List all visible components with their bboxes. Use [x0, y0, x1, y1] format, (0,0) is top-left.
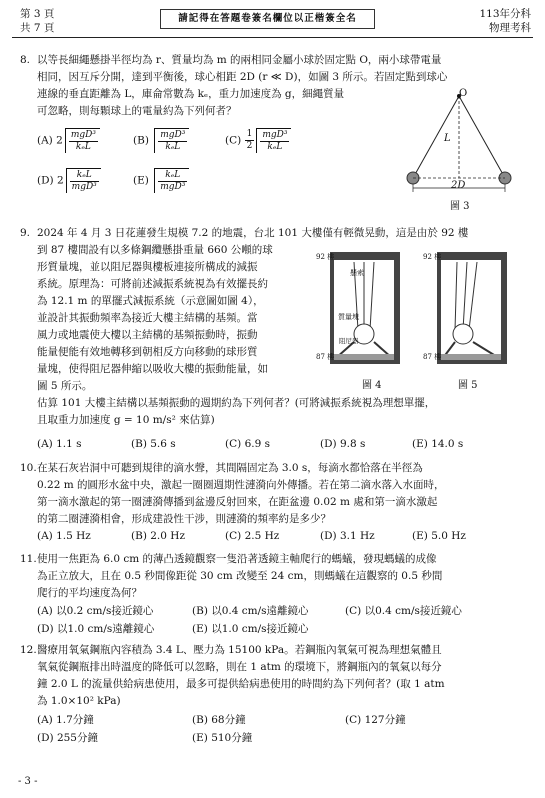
question-line: 醫療用氧氣鋼瓶內容積為 3.4 L、壓力為 15100 kPa。若鋼瓶內氧氣可視為理想氣體且	[37, 644, 442, 656]
question-line: 2024 年 4 月 3 日花蓮發生規模 7.2 的地震，台北 101 大樓僅有輕微晃動，這是由於 92 樓	[37, 227, 469, 239]
question-line: 且取重力加速度 g = 10 m/s² 來估算)	[37, 414, 215, 426]
question-line: 鐘 2.0 L 的流量供給病患使用，最多可提供給病患使用的時間約為下列何者？(取 1 atm	[37, 678, 445, 690]
question-line: 形質量塊，並以阻尼器與樓板連接所構成的減振	[37, 261, 258, 273]
exam-subject: 物理考科	[489, 22, 531, 34]
sqrt-sign	[256, 128, 291, 153]
question-line: 第一滴水激起的第一圈漣漪傳播到盆邊反射回來，在距盆邊 0.02 m 處和第一滴水激起	[37, 496, 438, 508]
option-12b[interactable]: (B) 68分鐘	[192, 714, 246, 726]
denominator: kₑL	[75, 142, 91, 152]
option-10d[interactable]: (D) 3.1 Hz	[320, 530, 375, 542]
denominator: kₑL	[165, 142, 181, 152]
question-line: 0.22 m 的圓形水盆中央，激起一圈圈週期性漣漪向外傳播。若在第二滴水落入水面時，	[37, 479, 445, 491]
length-l-label: L	[444, 133, 451, 144]
question-number: 9.	[20, 227, 31, 239]
question-line: 為 12.1 m 的單擺式減振系統（示意圖如圖 4），	[37, 295, 264, 307]
floor-92-label: 92 樓	[316, 253, 335, 261]
option-label: (D)	[37, 174, 54, 187]
option-12c[interactable]: (C) 127分鐘	[345, 714, 406, 726]
floor-92-label: 92 樓	[423, 253, 442, 261]
option-11d[interactable]: (D) 以1.0 cm/s遠離鏡心	[37, 623, 155, 635]
sqrt-sign	[154, 168, 189, 193]
option-11e[interactable]: (E) 以1.0 cm/s接近鏡心	[192, 623, 309, 635]
option-11a[interactable]: (A) 以0.2 cm/s接近鏡心	[37, 605, 154, 617]
figure-5-caption: 圖 5	[458, 380, 478, 391]
option-9a[interactable]: (A) 1.1 s	[37, 438, 82, 450]
option-label: (B)	[133, 134, 149, 147]
question-line: 估算 101 大樓主結構以基頻振動的週期約為下列何者？(可將減振系統視為理想單擺，	[37, 397, 436, 409]
option-label: (C)	[225, 134, 242, 147]
denominator: kₑL	[267, 142, 283, 152]
exam-year: 113年分科	[479, 8, 531, 20]
question-number: 12.	[20, 644, 37, 656]
question-line: 可忽略，則每顆球上的電量約為下列何者？	[37, 105, 237, 117]
question-line: 連線的垂直距離為 L，庫侖常數為 kₑ，重力加速度為 g，細繩質量	[37, 88, 345, 100]
question-number: 10.	[20, 462, 37, 474]
cable-label: 懸索	[350, 269, 364, 277]
option-8b[interactable]	[133, 128, 189, 153]
figure-3-pendulum-diagram	[395, 88, 525, 213]
option-9d[interactable]: (D) 9.8 s	[320, 438, 366, 450]
question-line: 並設計其振動頻率為接近大樓主結構的基頻。當	[37, 312, 258, 324]
option-10c[interactable]: (C) 2.5 Hz	[225, 530, 280, 542]
question-line: 系統。原理為：可將前述減振系統視為有效擺長約	[37, 278, 268, 290]
question-line: 圖 5 所示。	[37, 380, 93, 392]
figure-4-caption: 圖 4	[362, 380, 382, 391]
header-rule	[12, 37, 533, 38]
option-11b[interactable]: (B) 以0.4 cm/s遠離鏡心	[192, 605, 309, 617]
sqrt-sign	[65, 128, 100, 153]
option-12e[interactable]: (E) 510分鐘	[192, 732, 253, 744]
question-line: 量塊，使得阻尼器伸縮以吸收大樓的振動能量，如	[37, 363, 268, 375]
coefficient: 2	[56, 134, 63, 147]
option-9c[interactable]: (C) 6.9 s	[225, 438, 270, 450]
option-10a[interactable]: (A) 1.5 Hz	[37, 530, 91, 542]
denominator: mgD³	[71, 182, 97, 192]
option-12d[interactable]: (D) 255分鐘	[37, 732, 98, 744]
floor-87-label: 87 樓	[423, 353, 442, 361]
option-label: (A)	[37, 134, 53, 147]
distance-2d-label: 2D	[451, 180, 466, 191]
option-10e[interactable]: (E) 5.0 Hz	[412, 530, 466, 542]
denominator: mgD³	[160, 182, 186, 192]
numerator: kₑL	[70, 170, 99, 182]
numerator: mgD³	[262, 130, 288, 140]
question-line: 在某石灰岩洞中可聽到規律的滴水聲，其間隔固定為 3.0 s，每滴水都恰落在半徑為	[37, 462, 423, 474]
coefficient: $\frac{1}{2}$	[246, 129, 253, 151]
question-line: 相同，因互斥分開，達到平衡後，球心相距 2D (r ≪ D)，如圖 3 所示。若固定點到球心	[37, 71, 448, 83]
question-12	[20, 642, 525, 710]
question-line: 風力或地震使大樓以主結構的基頻振動時，振動	[37, 329, 258, 341]
question-line: 氧氣從鋼瓶排出時溫度的降低可以忽略，則在 1 atm 的環境下，將鋼瓶內的氧氣以每分	[37, 661, 442, 673]
option-8c[interactable]	[225, 128, 291, 153]
numerator: mgD³	[70, 130, 96, 140]
damper-label: 阻尼器	[339, 337, 359, 345]
option-9e[interactable]: (E) 14.0 s	[412, 438, 464, 450]
point-o-label: O	[459, 88, 468, 99]
option-label: (E)	[133, 174, 149, 187]
question-line: 能量便能有效地轉移到朝相反方向移動的球形質	[37, 346, 258, 358]
question-line: 以等長細繩懸掛半徑均為 r、質量均為 m 的兩相同金屬小球於固定點 O，兩小球帶電量	[37, 54, 442, 66]
question-line: 的第二圈漣漪相會，形成建設性干涉，則漣漪的頻率約是多少？	[37, 513, 331, 525]
numerator: mgD³	[160, 130, 186, 140]
signature-notice: 請記得在答題卷簽名欄位以正楷簽全名	[160, 9, 375, 29]
numerator: kₑL	[158, 170, 187, 182]
option-8a[interactable]	[37, 128, 100, 153]
option-11c[interactable]: (C) 以0.4 cm/s接近鏡心	[345, 605, 462, 617]
floor-87-label: 87 樓	[316, 353, 335, 361]
question-11	[20, 551, 525, 602]
sqrt-sign	[154, 128, 189, 153]
question-number: 8.	[20, 54, 31, 66]
option-12a[interactable]: (A) 1.7分鐘	[37, 714, 94, 726]
coefficient: 2	[56, 174, 64, 187]
question-10	[20, 460, 525, 528]
question-line: 爬行的平均速度為何？	[37, 587, 142, 599]
option-10b[interactable]: (B) 2.0 Hz	[131, 530, 185, 542]
page-number: 第 3 頁	[20, 8, 55, 20]
mass-block-label: 質量塊	[338, 313, 359, 321]
page-total: 共 7 頁	[20, 22, 55, 34]
question-line: 為正立放大，且在 0.5 秒間像距從 30 cm 改變至 24 cm，則螞蟻在這觀察的 0.5 秒間	[37, 570, 443, 582]
option-9b[interactable]: (B) 5.6 s	[131, 438, 176, 450]
sqrt-sign	[66, 168, 101, 193]
figure-3-caption: 圖 3	[450, 201, 470, 212]
question-number: 11.	[20, 553, 37, 565]
question-line: 使用一焦距為 6.0 cm 的薄凸透鏡觀察一隻沿著透鏡主軸爬行的螞蟻，發現螞蟻的成像	[37, 553, 437, 565]
option-8e[interactable]	[133, 168, 189, 193]
option-8d[interactable]	[37, 168, 101, 193]
page-footer: - 3 -	[18, 776, 38, 787]
question-line: 到 87 樓間設有以多條鋼纜懸掛重量 660 公噸的球	[37, 244, 273, 256]
question-line: 為 1.0×10² kPa)	[37, 695, 121, 707]
